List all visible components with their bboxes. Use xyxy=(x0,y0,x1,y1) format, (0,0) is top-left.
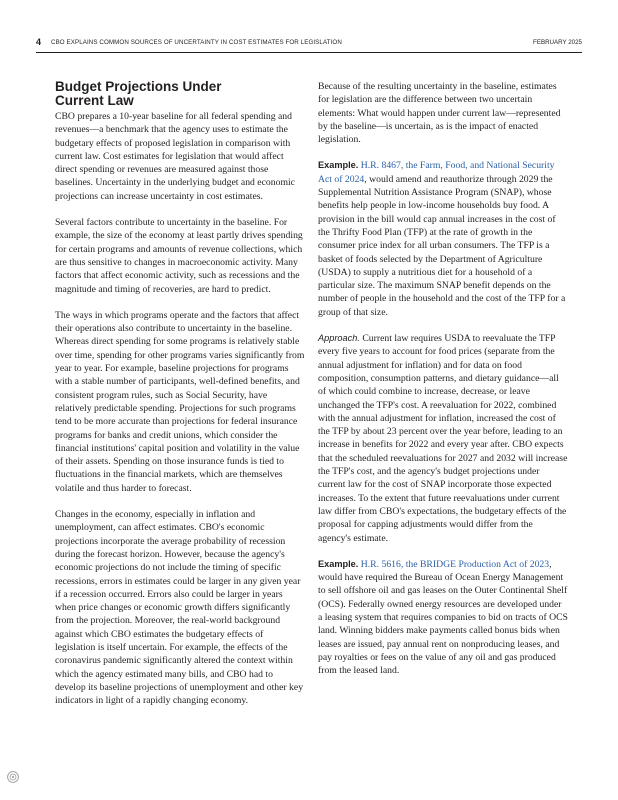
publication-date: FEBRUARY 2025 xyxy=(533,39,582,46)
example-bridge-act xyxy=(318,558,568,678)
section-heading xyxy=(55,80,305,108)
example-farm-bill-text: , would amend and reauthorize through 2029 the Supplemental Nutrition Assistance Program (SNAP), whose benefits help people in low-income households buy food. A provision in the bill would cap annual increases in the cost of the Thrifty Food Plan (TFP) at the rate of growth in the consumer price index for all urban consumers. The TFP is a basket of foods selected by the Department of Agriculture (USDA) to supply a nutritious diet for a household of a particular size. The maximum SNAP benefit depends on the number of people in the household and the cost of the TFP for a group of that size. xyxy=(318,173,566,318)
paragraph-baseline-intro: CBO prepares a 10-year baseline for all federal spending and revenues—a benchmark that the agency uses to estimate the budgetary effects of proposed legislation in comparison with current law. Cost estimates for legislation that would affect direct spending or revenues are measured against those baselines. Uncertainty in the underlying budget and economic projections can increase uncertainty in cost estimates. xyxy=(55,111,295,202)
example-bridge-act-text: , would have required the Bureau of Ocean Energy Management to sell offshore oil and gas leases on the Outer Continental Shelf (OCS). Federally owned energy resources are developed under a leasing system that requires companies to bid on tracts of OCS land. Winning bidders make payments called bonus bids when leases are issued, pay annual rent on nonproducing leases, and pay royalties or fees on the value of any oil and gas produced from the leased land. xyxy=(318,558,568,677)
example-label: Example. xyxy=(318,558,359,569)
paragraph-uncertainty-factors: Several factors contribute to uncertainty in the baseline. For example, the size of the economy at least partly drives spending for certain programs and amounts of revenue collections, which are thus sensitive to changes in macroeconomic activity. Many factors that affect economic activity, such as recessions and the magnitude and timing of recoveries, are hard to predict. xyxy=(55,217,303,295)
example-label: Example. xyxy=(318,160,359,171)
paragraph-economy-changes: Changes in the economy, especially in inflation and unemployment, can affect estimates. CBO's economic projections incorporate the average probability of recession during the forecast horizon. However, because the agency's economic projections do not include the timing of specific recessions, errors in estimates could be larger in any given year if a recession occurred. Errors also could be larger in years when price changes or economic growth differs significantly from the projection. Moreover, the real-world background against which CBO estimates the budgetary effects of legislation is itself uncertain. For example, the effects of the coronavirus pandemic significantly altered the context within which the agency estimated many bills, and CBO had to develop its baseline projections of unemployment and other key indicators in light of a rapidly changing economy. xyxy=(55,509,304,707)
running-header xyxy=(36,36,582,50)
approach-label: Approach. xyxy=(318,333,360,344)
left-column xyxy=(55,80,305,720)
section-heading-line2: Current Law xyxy=(55,93,134,108)
header-divider xyxy=(36,52,582,53)
hr-5616-link[interactable]: H.R. 5616, the BRIDGE Production Act of 2023 xyxy=(360,558,550,570)
approach-farm-bill xyxy=(318,332,568,545)
approach-text: Current law requires USDA to reevaluate the TFP every five years to account for food prices (separate from the annual adjustment for inflation) and for data on food composition, consumption patterns, and dietary guidance—all of which could combine to increase, decrease, or leave unchanged the TFP's cost. A reevaluation for 2022, combined with the annual adjustment for inflation, increased the cost of the TFP by about 23 percent over the year before, leading to an increase in benefits for 2022 and every year after. CBO expects that the scheduled reevaluations for 2027 and 2032 will increase the TFP's cost, and the agency's budget projections under current law for the cost of SNAP incorporate those expected increases. To the extent that future reevaluations under current law differ from CBO's expectations, the budgetary effects of the proposal for capping adjustments would differ from the agency's estimate. xyxy=(318,333,568,544)
hr-8467-link[interactable]: H.R. 8467, the Farm, Food, and National Security Act of 2024 xyxy=(318,160,555,185)
paragraph-program-operations: The ways in which programs operate and the factors that affect their operations also contribute to uncertainty in the baseline. Whereas direct spending for some programs is relatively stable over time, spending for other programs varies significantly from year to year. For example, baseline projections for programs with a stable number of participants, well-defined benefits, and consistent program rules, such as Social Security, have relatively predictable spending. Projections for such programs tend to be more accurate than projections for federal insurance programs for banks and credit unions, which consider the financial institutions' capital position and volatility in the value of their assets. Spending on those insurance funds is tied to fluctuations in the financial markets, which are themselves volatile and thus harder to forecast. xyxy=(55,309,305,494)
document-title: CBO EXPLAINS COMMON SOURCES OF UNCERTAINTY IN COST ESTIMATES FOR LEGISLATION xyxy=(51,39,342,46)
cbo-seal-icon xyxy=(7,771,19,783)
page-number: 4 xyxy=(36,37,42,47)
paragraph-resulting-uncertainty: Because of the resulting uncertainty in the baseline, estimates for legislation are the difference between two uncertain elements: What would happen under current law—represented by the baseline—is uncertain, as is the impact of enacted legislation. xyxy=(318,81,561,146)
section-heading-line1: Budget Projections Under xyxy=(55,79,222,94)
right-column xyxy=(318,80,568,690)
example-farm-bill xyxy=(318,159,568,319)
